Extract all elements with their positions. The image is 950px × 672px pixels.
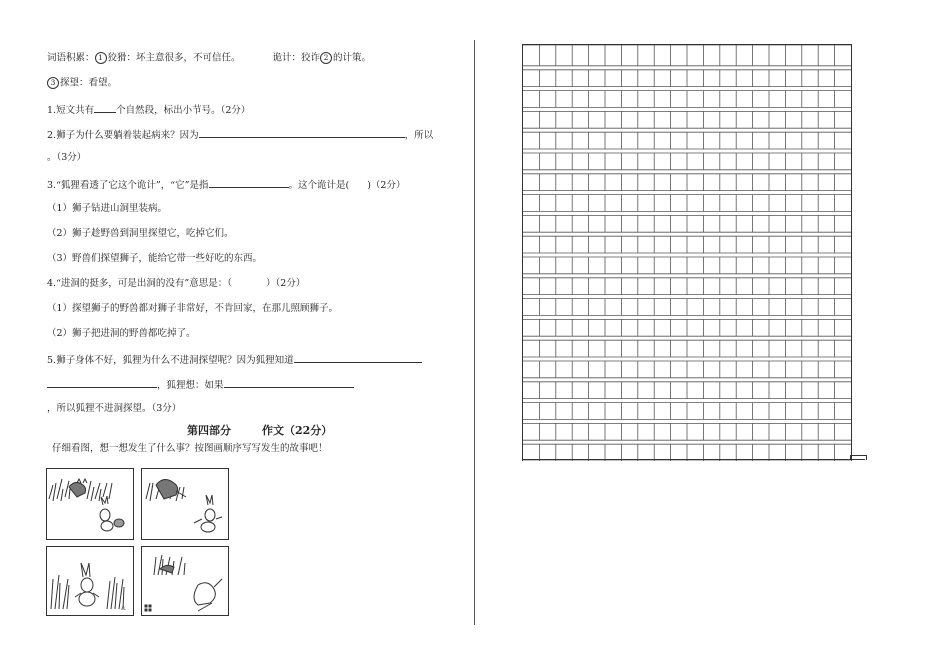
- question-2: 2.狮子为什么要躺着装起病来？因为 ，所以: [47, 130, 434, 141]
- question-5-line-2: ，狐狸想：如果: [47, 378, 354, 392]
- story-drawing-4: [142, 547, 228, 615]
- question-3-option-1[interactable]: （1）狮子钻进山洞里装病。: [47, 203, 168, 214]
- writing-grid[interactable]: [522, 44, 852, 461]
- question-5: 5.狮子身体不好，狐狸为什么不进洞探望呢？因为狐狸知道: [47, 353, 422, 367]
- question-2-end: 。（3分）: [47, 152, 87, 163]
- svg-text:△: △: [121, 604, 126, 611]
- part4-instruction: 仔细看图，想一想发生了什么事？按图画顺序写写发生的故事吧！: [52, 443, 328, 454]
- question-4: 4.“进洞的挺多，可是出洞的没有”意思是：（ ）（2分）: [47, 278, 306, 289]
- question-4-option-2[interactable]: （2）狮子把进洞的野兽都吃掉了。: [47, 328, 196, 339]
- answer-blank[interactable]: [47, 378, 157, 388]
- grid-bottom-line: [522, 459, 865, 460]
- part4-title: 第四部分: [187, 424, 231, 437]
- grid-tail: [850, 455, 867, 460]
- answer-blank[interactable]: [224, 378, 354, 388]
- vocab-term-2-rest: 的计策。: [333, 52, 372, 64]
- vocab-term-1: 狡猾：坏主意很多，不可信任。: [107, 52, 241, 64]
- question-3: 3.“狐狸看透了它这个诡计”，“它”是指 。这个诡计是( )（2分）: [47, 180, 406, 191]
- circled-number-3: 3: [47, 77, 59, 89]
- circled-number-1: 1: [95, 52, 107, 64]
- circled-number-2: 2: [320, 52, 332, 64]
- grid-lines: [523, 45, 851, 461]
- question-5-line-3: ，所以狐狸不进洞探望。（3分）: [47, 403, 182, 414]
- vocab-line-2: [47, 77, 117, 90]
- story-picture-4: [141, 546, 229, 616]
- vocab-line-1: [47, 52, 371, 65]
- vocab-term-2: 诡计：狡诈: [272, 52, 321, 64]
- column-divider: [474, 40, 475, 625]
- question-3-option-3[interactable]: （3）野兽们探望狮子，能给它带一些好吃的东西。: [47, 253, 263, 264]
- answer-blank[interactable]: [209, 178, 289, 188]
- answer-blank[interactable]: [94, 103, 116, 113]
- story-picture-3: [46, 546, 134, 616]
- question-3-option-2[interactable]: （2）狮子趁野兽到洞里探望它，吃掉它们。: [47, 228, 234, 239]
- part4-subtitle: 作文（22分）: [262, 424, 333, 437]
- answer-blank[interactable]: [199, 128, 405, 138]
- story-drawing-3: [47, 547, 133, 615]
- vocab-prefix: 词语积累：: [47, 52, 95, 64]
- vocab-term-3: 探望：看望。: [60, 77, 118, 89]
- question-4-option-1[interactable]: （1）探望狮子的野兽都对狮子非常好，不肯回家，在那儿照顾狮子。: [47, 303, 339, 314]
- story-picture-1: [46, 468, 134, 540]
- question-1: 1.短文共有 个自然段，标出小节号。（2分）: [47, 105, 251, 116]
- story-drawing-1: [47, 469, 133, 539]
- story-picture-2: [141, 468, 229, 540]
- story-drawing-2: [142, 469, 228, 539]
- answer-blank[interactable]: [294, 353, 422, 363]
